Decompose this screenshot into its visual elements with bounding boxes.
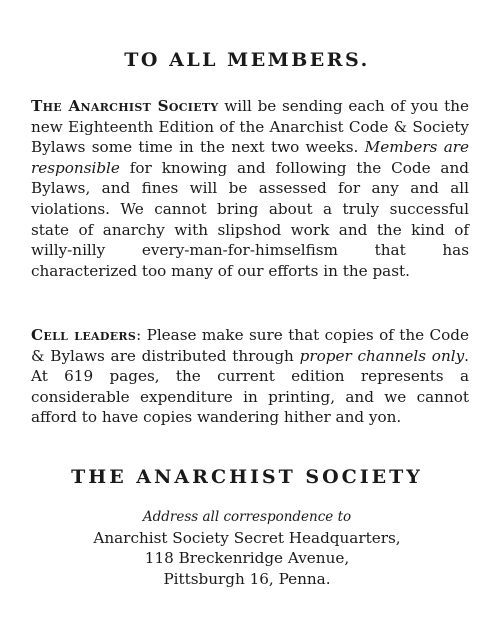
members-responsible-emphasis: Members are responsible [31, 138, 469, 177]
society-name-lead: The Anarchist Society [31, 97, 219, 115]
cell-leaders-lead: Cell leaders [31, 326, 137, 344]
address-line-2: 118 Breckenridge Avenue, [144, 549, 350, 568]
paragraph1-text1: will be sending each of you the new Eighteenth Edition of the Anarchist Code & Society Bylaws some time in the next two weeks. [31, 97, 470, 157]
address-line-3: Pittsburgh 16, Penna. [163, 569, 331, 588]
paragraph2-text2: . At 619 pages, the current edition represents a considerable expenditure in printing, and we cannot afford to have copies wandering hither and yon. [31, 346, 469, 427]
address-intro: Address all correspondence to [142, 509, 352, 525]
address-block [0, 507, 494, 589]
paragraph2-text1: : Please make sure that copies of the Code & Bylaws are distributed through [31, 326, 469, 365]
paragraph-cell-leaders [31, 325, 469, 428]
address-line-1: Anarchist Society Secret Headquarters, [93, 528, 401, 547]
paragraph1-text2: for knowing and following the Code and Bylaws, and fines will be assessed for any and all violations. We cannot bring about a truly successful state of anarchy with slipshod work and the kind of willy-nilly every-man-for-himselfism that has characterized too many of our efforts in the past. [31, 158, 469, 280]
signature: THE ANARCHIST SOCIETY [71, 466, 423, 488]
paragraph-announcement [31, 96, 469, 281]
headline: TO ALL MEMBERS. [124, 49, 370, 71]
proper-channels-emphasis: proper channels only [299, 346, 465, 365]
